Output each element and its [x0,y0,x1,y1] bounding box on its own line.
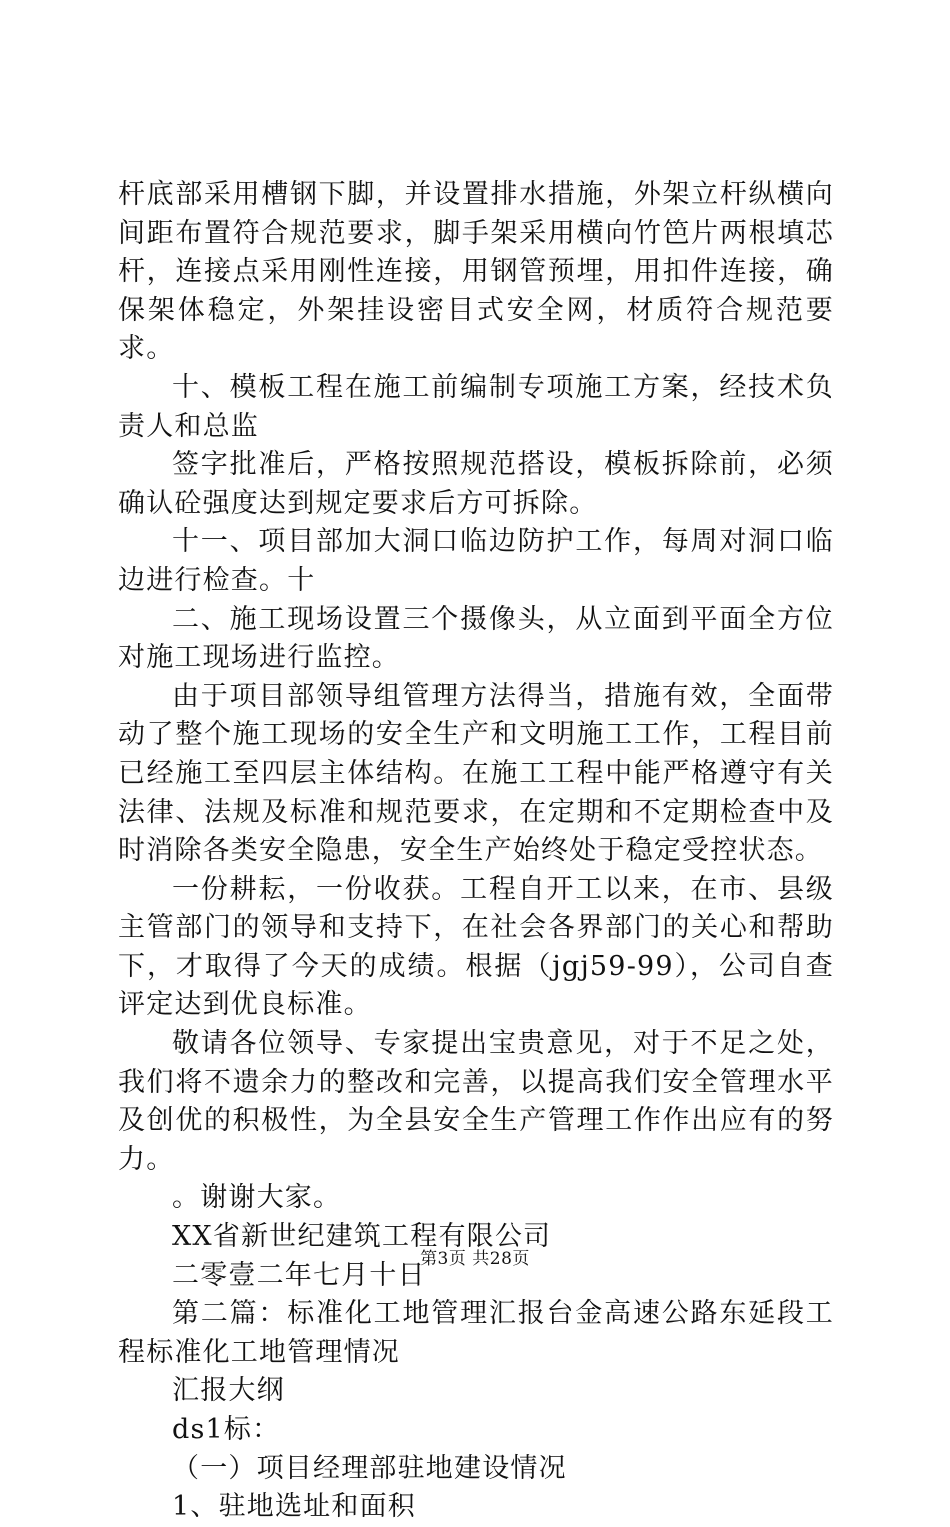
paragraph: （一）项目经理部驻地建设情况 [172,1452,567,1484]
paragraph: 十一、项目部加大洞口临边防护工作，每周对洞口临边进行检查。十 [118,526,834,596]
paragraph: 。谢谢大家。 [172,1182,342,1214]
paragraph: 杆底部采用槽钢下脚，并设置排水措施，外架立杆纵横向间距布置符合规范要求，脚手架采用横向竹笆片两根填芯杆，连接点采用刚性连接，用钢管预埋，用扣件连接，确保架体稳定，外架挂设密目式安全网，材质符合规范要求。 [118,179,834,365]
document-body [118,176,834,1527]
section-heading: 第二篇：标准化工地管理汇报台金高速公路东延段工程标准化工地管理情况 [118,1298,834,1368]
page-number: 第3页 共28页 [420,1249,530,1269]
paragraph: 一份耕耘，一份收获。工程自开工以来，在市、县级主管部门的领导和支持下，在社会各界部门的关心和帮助下，才取得了今天的成绩。根据（jgj59-99），公司自查评定达到优良标准。 [118,873,834,1021]
paragraph: 1、驻地选址和面积 [172,1491,416,1523]
paragraph: 二、施工现场设置三个摄像头，从立面到平面全方位对施工现场进行监控。 [118,603,834,674]
paragraph: ds1标： [172,1414,281,1445]
paragraph: 汇报大纲 [172,1375,285,1407]
date-line: 二零壹二年七月十日 [172,1259,426,1291]
paragraph: 敬请各位领导、专家提出宝贵意见，对于不足之处，我们将不遗余力的整改和完善，以提高我们安全管理水平及创优的积极性，为全县安全生产管理工作作出应有的努力。 [118,1028,834,1175]
paragraph: 十、模板工程在施工前编制专项施工方案，经技术负责人和总监 [118,371,834,442]
paragraph: 签字批准后，严格按照规范搭设，模板拆除前，必须确认砼强度达到规定要求后方可拆除。 [118,449,834,519]
company-name: XX省新世纪建筑工程有限公司 [172,1221,552,1253]
paragraph: 由于项目部领导组管理方法得当，措施有效，全面带动了整个施工现场的安全生产和文明施工工作，工程目前已经施工至四层主体结构。在施工工程中能严格遵守有关法律、法规及标准和规范要求，在定期和不定期检查中及时消除各类安全隐患，安全生产始终处于稳定受控状态。 [118,680,834,867]
